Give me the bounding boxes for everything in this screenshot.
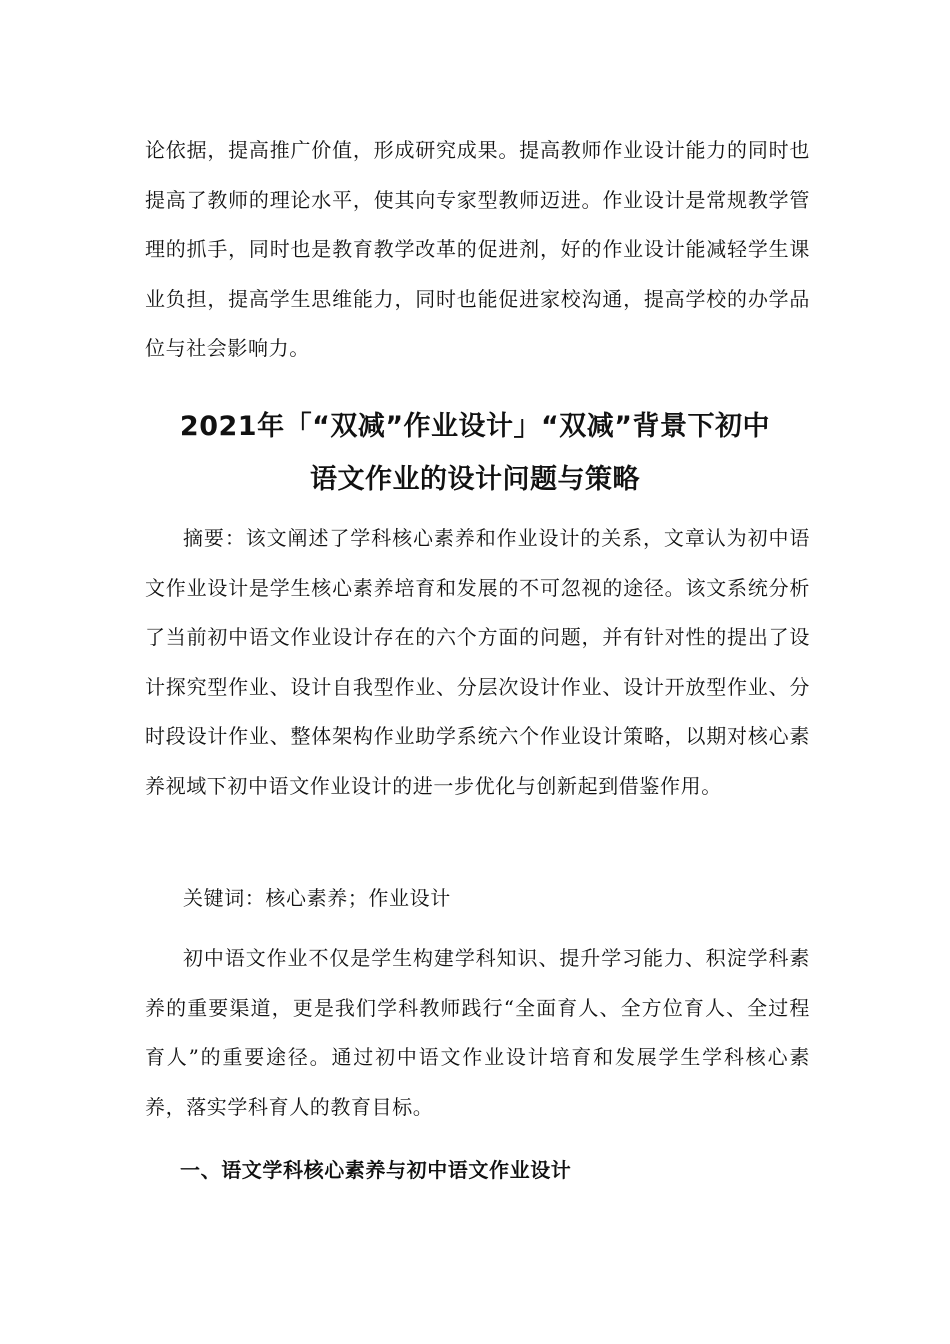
keywords-line: 关键词：核心素养；作业设计 — [183, 886, 451, 910]
title-line-2: 语文作业的设计问题与策略 — [310, 464, 640, 495]
title-line-1: 2021年「“双减”作业设计」“双减”背景下初中 — [179, 411, 771, 442]
continued-paragraph: 论依据，提高推广价值，形成研究成果。提高教师作业设计能力的同时也提高了教师的理论水平，使其向专家型教师迈进。作业设计是常规教学管理的抓手，同时也是教育教学改革的促进剂，好的作业设计能减轻学生课业负担，提高学生思维能力，同时也能促进家校沟通，提高学校的办学品位与社会影响力。 — [145, 138, 810, 360]
section-heading: 一、语文学科核心素养与初中语文作业设计 — [180, 1158, 572, 1182]
abstract-paragraph: 摘要：该文阐述了学科核心素养和作业设计的关系，文章认为初中语文作业设计是学生核心素养培育和发展的不可忽视的途径。该文系统分析了当前初中语文作业设计存在的六个方面的问题，并有针对性的提出了设计探究型作业、设计自我型作业、分层次设计作业、设计开放型作业、分时段设计作业、整体架构作业助学系统六个作业设计策略，以期对核心素养视域下初中语文作业设计的进一步优化与创新起到借鉴作用。 — [145, 526, 810, 798]
intro-paragraph: 初中语文作业不仅是学生构建学科知识、提升学习能力、积淀学科素养的重要渠道，更是我们学科教师践行“全面育人、全方位育人、全过程育人”的重要途径。通过初中语文作业设计培育和发展学生学科核心素养，落实学科育人的教育目标。 — [145, 946, 810, 1119]
document-title — [100, 400, 850, 506]
